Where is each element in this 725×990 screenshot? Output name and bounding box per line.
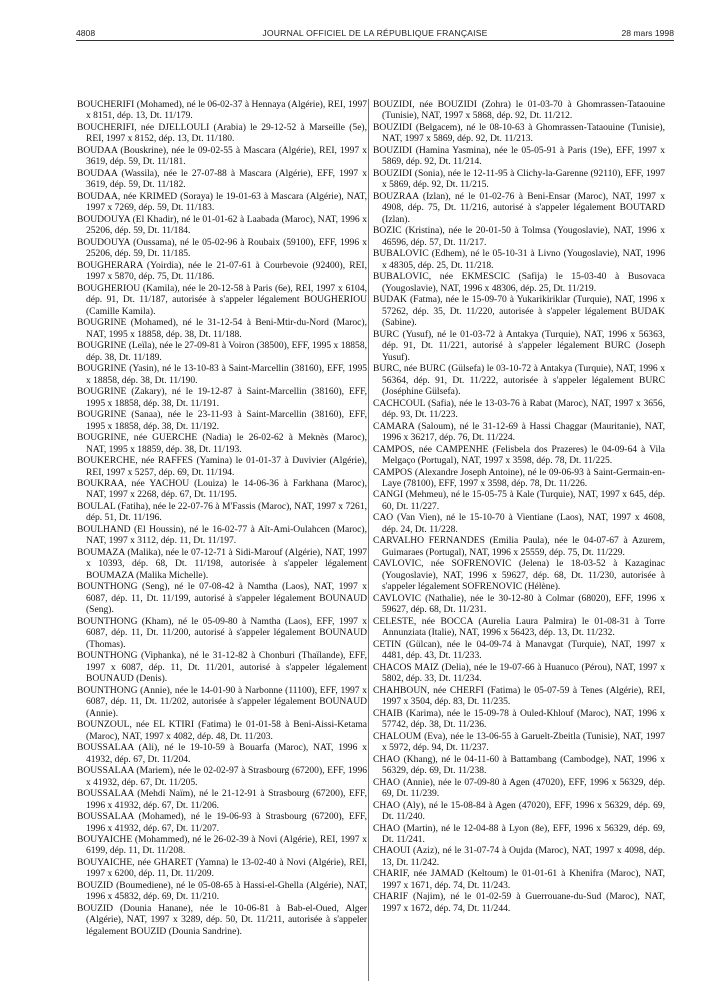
registry-entry: BOUNTHONG (Seng), né le 07-08-42 à Namtha (Laos), NAT, 1997 x 6087, dép. 11, Dt. 11/199, autorisé à s'appeler légalement BOUNAUD (Seng). <box>77 581 367 616</box>
registry-entry: BOUGRINE (Mohamed), né le 31-12-54 à Beni-Mtir-du-Nord (Maroc), NAT, 1995 x 18858, dép. 38, Dt. 11/188. <box>77 317 367 340</box>
registry-entry: BOUCHERIFI (Mohamed), né le 06-02-37 à Hennaya (Algérie), REI, 1997 x 8151, dép. 13, Dt. 11/179. <box>77 99 367 122</box>
registry-entry: CAMPOS, née CAMPENHE (Felisbela dos Prazeres) le 04-09-64 à Vila Melgaço (Portugal), NAT, 1997 x 3598, dép. 78, Dt. 11/225. <box>373 443 665 467</box>
column-divider <box>368 99 369 981</box>
registry-entry: BURC (Yusuf), né le 01-03-72 à Antakya (Turquie), NAT, 1996 x 56363, dép. 91, Dt. 11/221, autorisé à s'appeler légalement BURC (Joseph Yusuf). <box>373 328 665 363</box>
registry-entry: CHAO (Khang), né le 04-11-60 à Battambang (Cambodge), NAT, 1996 x 56329, dép. 69, Dt. 11/238. <box>373 753 665 777</box>
registry-entry: BOUGHERIOU (Kamila), née le 20-12-58 à Paris (6e), REI, 1997 x 6104, dép. 91, Dt. 11/187, autorisée à s'appeler légalement BOUGHERIOU (Camille Kamila). <box>77 282 367 317</box>
registry-entry: BOUSSALAA (Mohamed), né le 19-06-93 à Strasbourg (67200), EFF, 1996 x 41932, dép. 67, Dt. 11/207. <box>77 811 367 834</box>
registry-entry: CHALOUM (Eva), née le 13-06-55 à Garuelt-Zbeitla (Tunisie), NAT, 1997 x 5972, dép. 94, Dt. 11/237. <box>373 730 665 754</box>
registry-entry: CHAHBOUN, née CHERFI (Fatima) le 05-07-59 à Tenes (Algérie), REI, 1997 x 3504, dép. 83, Dt. 11/235. <box>373 684 665 708</box>
registry-entry: CETIN (Gülcan), née le 04-09-74 à Manavgat (Turquie), NAT, 1997 x 4481, dép. 43, Dt. 11/233. <box>373 638 665 662</box>
registry-entry: BOUZIDI (Sonia), née le 12-11-95 à Clichy-la-Garenne (92110), EFF, 1997 x 5869, dép. 92, Dt. 11/215. <box>373 167 665 191</box>
issue-date: 28 mars 1998 <box>621 28 674 38</box>
left-column <box>77 99 367 937</box>
registry-entry: BOUGHERARA (Yoirdia), née le 21-07-61 à Courbevoie (92400), REI, 1997 x 5870, dép. 75, Dt. 11/186. <box>77 259 367 283</box>
registry-entry: BOUGRINE, née GUERCHE (Nadia) le 26-02-62 à Meknès (Maroc), NAT, 1995 x 18859, dép. 38, Dt. 11/193. <box>77 432 367 455</box>
registry-entry: BOUZIDI (Hamina Yasmina), née le 05-05-91 à Paris (19e), EFF, 1997 x 5869, dép. 92, Dt. 11/214. <box>373 144 665 168</box>
registry-entry: BOUGRINE (Zakary), né le 19-12-87 à Saint-Marcellin (38160), EFF, 1995 x 18858, dép. 38, Dt. 11/191. <box>77 386 367 409</box>
registry-entry: CACHCOUL (Safia), née le 13-03-76 à Rabat (Maroc), NAT, 1997 x 3656, dép. 93, Dt. 11/223. <box>373 397 665 421</box>
registry-entry: BOUKRAA, née YACHOU (Louiza) le 14-06-36 à Farkhana (Maroc), NAT, 1997 x 2268, dép. 67, Dt. 11/195. <box>77 477 367 501</box>
registry-entry: CANGI (Mehmeu), né le 15-05-75 à Kale (Turquie), NAT, 1997 x 645, dép. 60, Dt. 11/227. <box>373 489 665 512</box>
registry-entry: BOULHAND (El Houssin), né le 16-02-77 à Aït-Ami-Oulahcen (Maroc), NAT, 1997 x 3112, dép. 11, Dt. 11/197. <box>77 523 367 547</box>
registry-entry: CHACOS MAIZ (Delia), née le 19-07-66 à Huanuco (Pérou), NAT, 1997 x 5802, dép. 33, Dt. 11/234. <box>373 661 665 685</box>
registry-entry: CAMPOS (Alexandre Joseph Antoine), né le 09-06-93 à Saint-Germain-en-Laye (78100), EFF, 1997 x 3598, dép. 78, Dt. 11/226. <box>373 466 665 489</box>
right-column <box>373 99 665 914</box>
registry-entry: BOUNZOUL, née EL KTIRI (Fatima) le 01-01-58 à Beni-Aissi-Ketama (Maroc), NAT, 1997 x 4082, dép. 48, Dt. 11/203. <box>77 719 367 742</box>
registry-entry: BOUGRINE (Yasin), né le 13-10-83 à Saint-Marcellin (38160), EFF, 1995 x 18858, dép. 38, Dt. 11/190. <box>77 363 367 386</box>
page-number: 4808 <box>76 28 96 38</box>
registry-entry: CHAO (Martin), né le 12-04-88 à Lyon (8e), EFF, 1996 x 56329, dép. 69, Dt. 11/241. <box>373 822 665 845</box>
registry-entry: BOUKERCHE, née RAFFES (Yamina) le 01-01-37 à Duvivier (Algérie), REI, 1997 x 5257, dép. 69, Dt. 11/194. <box>77 455 367 478</box>
registry-entry: CHAIB (Karima), née le 15-09-78 à Ouled-Khlouf (Maroc), NAT, 1996 x 57742, dép. 38, Dt. 11/236. <box>373 707 665 731</box>
registry-entry: BOUYAICHE, née GHARET (Yamna) le 13-02-40 à Novi (Algérie), REI, 1997 x 6200, dép. 11, Dt. 11/209. <box>77 856 367 880</box>
registry-entry: BUBALOVIC, née EKMESCIC (Safija) le 15-03-40 à Busovaca (Yougoslavie), NAT, 1996 x 48306, dép. 25, Dt. 11/219. <box>373 271 665 294</box>
registry-entry: CHAOUI (Aziz), né le 31-07-74 à Oujda (Maroc), NAT, 1997 x 4098, dép. 13, Dt. 11/242. <box>373 845 665 868</box>
registry-entry: BOUYAICHE (Mohammed), né le 26-02-39 à Novi (Algérie), REI, 1997 x 6199, dép. 11, Dt. 11/208. <box>77 834 367 857</box>
registry-entry: CHAO (Annie), née le 07-09-80 à Agen (47020), EFF, 1996 x 56329, dép. 69, Dt. 11/239. <box>373 776 665 800</box>
registry-entry: BOUCHERIFI, née DJELLOULI (Arabia) le 29-12-52 à Marseille (5e), REI, 1997 x 8152, dép. 13, Dt. 11/180. <box>77 121 367 145</box>
registry-entry: CELESTE, née BOCCA (Aurelia Laura Palmira) le 01-08-31 à Torre Annunziata (Italie), NAT, 1996 x 56423, dép. 13, Dt. 11/232. <box>373 615 665 639</box>
registry-entry: CARVALHO FERNANDES (Emilia Paula), née le 04-07-67 à Azurem, Guimaraes (Portugal), NAT, 1996 x 25559, dép. 75, Dt. 11/229. <box>373 535 665 558</box>
journal-title: JOURNAL OFFICIEL DE LA RÉPUBLIQUE FRANÇAISE <box>262 28 488 38</box>
registry-entry: BOUSSALAA (Mariem), née le 02-02-97 à Strasbourg (67200), EFF, 1996 x 41932, dép. 67, Dt. 11/205. <box>77 765 367 788</box>
registry-entry: BOUZID (Dounia Hanane), née le 10-06-81 à Bab-el-Oued, Alger (Algérie), NAT, 1997 x 3289, dép. 50, Dt. 11/211, autorisée à s'appeler légalement BOUZID (Dounia Sandrine). <box>77 902 367 937</box>
registry-entry: CHARIF (Najim), né le 01-02-59 à Guerrouane-du-Sud (Maroc), NAT, 1997 x 1672, dép. 74, Dt. 11/244. <box>373 891 665 914</box>
registry-entry: BOUDAA (Wassila), née le 27-07-88 à Mascara (Algérie), EFF, 1997 x 3619, dép. 59, Dt. 11/182. <box>77 167 367 191</box>
registry-entry: BOUMAZA (Malika), née le 07-12-71 à Sidi-Marouf (Algérie), NAT, 1997 x 10393, dép. 68, Dt. 11/198, autorisée à s'appeler légalement BOUMAZA (Malika Michelle). <box>77 546 367 581</box>
registry-entry: BOUDAA (Bouskrine), née le 09-02-55 à Mascara (Algérie), REI, 1997 x 3619, dép. 59, Dt. 11/181. <box>77 144 367 168</box>
header-rule <box>76 40 674 41</box>
registry-entry: CAVLOVIC, née SOFRENOVIC (Jelena) le 18-03-52 à Kazaginac (Yougoslavie), NAT, 1996 x 59627, dép. 68, Dt. 11/230, autorisée à s'appeler légalement SOFRENOVIC (Hélène). <box>373 558 665 593</box>
registry-entry: BOUZID (Boumediene), né le 05-08-65 à Hassi-el-Ghella (Algérie), NAT, 1996 x 45832, dép. 69, Dt. 11/210. <box>77 879 367 903</box>
registry-entry: CHARIF, née JAMAD (Keltoum) le 01-01-61 à Khenifra (Maroc), NAT, 1997 x 1671, dép. 74, Dt. 11/243. <box>373 868 665 891</box>
registry-entry: BOUSSALAA (Mehdi Naïm), né le 21-12-91 à Strasbourg (67200), EFF, 1996 x 41932, dép. 67, Dt. 11/206. <box>77 788 367 811</box>
registry-entry: BOUDOUYA (El Khadir), né le 01-01-62 à Laabada (Maroc), NAT, 1996 x 25206, dép. 59, Dt. 11/184. <box>77 213 367 237</box>
registry-entry: BOZIC (Kristina), née le 20-01-50 à Tolmsa (Yougoslavie), NAT, 1996 x 46596, dép. 57, Dt. 11/217. <box>373 225 665 248</box>
registry-entry: BOUNTHONG (Viphanka), né le 31-12-82 à Chonburi (Thaïlande), EFF, 1997 x 6087, dép. 11, Dt. 11/201, autorisé à s'appeler légalement BOUNAUD (Denis). <box>77 650 367 685</box>
registry-entry: BOUDAA, née KRIMED (Soraya) le 19-01-63 à Mascara (Algérie), NAT, 1997 x 7269, dép. 59, Dt. 11/183. <box>77 190 367 214</box>
registry-entry: BURC, née BURC (Gülsefa) le 03-10-72 à Antakya (Turquie), NAT, 1996 x 56364, dép. 91, Dt. 11/222, autorisée à s'appeler légalement BURC (Joséphine Gülsefa). <box>373 363 665 398</box>
registry-entry: BOUZRAA (Izlan), né le 01-02-76 à Beni-Ensar (Maroc), NAT, 1997 x 4908, dép. 75, Dt. 11/216, autorisé à s'appeler légalement BOUTARD (Izlan). <box>373 190 665 225</box>
registry-entry: BOUSSALAA (Ali), né le 19-10-59 à Bouarfa (Maroc), NAT, 1996 x 41932, dép. 67, Dt. 11/204. <box>77 742 367 765</box>
registry-entry: CHAO (Aly), né le 15-08-84 à Agen (47020), EFF, 1996 x 56329, dép. 69, Dt. 11/240. <box>373 799 665 823</box>
registry-entry: BOUZIDI, née BOUZIDI (Zohra) le 01-03-70 à Ghomrassen-Tataouine (Tunisie), NAT, 1997 x 5868, dép. 92, Dt. 11/212. <box>373 99 665 122</box>
registry-entry: CAVLOVIC (Nathalie), née le 30-12-80 à Colmar (68020), EFF, 1996 x 59627, dép. 68, Dt. 11/231. <box>373 592 665 616</box>
registry-entry: BUDAK (Fatma), née le 15-09-70 à Yukarikiriklar (Turquie), NAT, 1996 x 57262, dép. 35, Dt. 11/220, autorisée à s'appeler légalement BUDAK (Sabine). <box>373 294 665 329</box>
registry-entry: CAO (Van Vien), né le 15-10-70 à Vientiane (Laos), NAT, 1997 x 4608, dép. 24, Dt. 11/228. <box>373 512 665 535</box>
registry-entry: CAMARA (Saloum), né le 31-12-69 à Hassi Chaggar (Mauritanie), NAT, 1996 x 36217, dép. 76, Dt. 11/224. <box>373 420 665 444</box>
registry-entry: BOUNTHONG (Kham), né le 05-09-80 à Namtha (Laos), EFF, 1997 x 6087, dép. 11, Dt. 11/200, autorisé à s'appeler légalement BOUNAUD (Thomas). <box>77 615 367 650</box>
registry-entry: BOUDOUYA (Oussama), né le 05-02-96 à Roubaix (59100), EFF, 1996 x 25206, dép. 59, Dt. 11/185. <box>77 236 367 260</box>
registry-entry: BOULAL (Fatiha), née le 22-07-76 à M'Fassis (Maroc), NAT, 1997 x 7261, dép. 51, Dt. 11/196. <box>77 500 367 524</box>
registry-entry: BOUGRINE (Leïla), née le 27-09-81 à Voiron (38500), EFF, 1995 x 18858, dép. 38, Dt. 11/189. <box>77 340 367 363</box>
registry-entry: BOUGRINE (Sanaa), née le 23-11-93 à Saint-Marcellin (38160), EFF, 1995 x 18858, dép. 38, Dt. 11/192. <box>77 409 367 432</box>
registry-entry: BOUNTHONG (Annie), née le 14-01-90 à Narbonne (11100), EFF, 1997 x 6087, dép. 11, Dt. 11/202, autorisée à s'appeler légalement BOUNAUD (Annie). <box>77 684 367 719</box>
registry-entry: BUBALOVIC (Edhem), né le 05-10-31 à Livno (Yougoslavie), NAT, 1996 x 48305, dép. 25, Dt. 11/218. <box>373 248 665 271</box>
registry-entry: BOUZIDI (Belgacem), né le 08-10-63 à Ghomrassen-Tataouine (Tunisie), NAT, 1997 x 5869, dép. 92, Dt. 11/213. <box>373 121 665 145</box>
